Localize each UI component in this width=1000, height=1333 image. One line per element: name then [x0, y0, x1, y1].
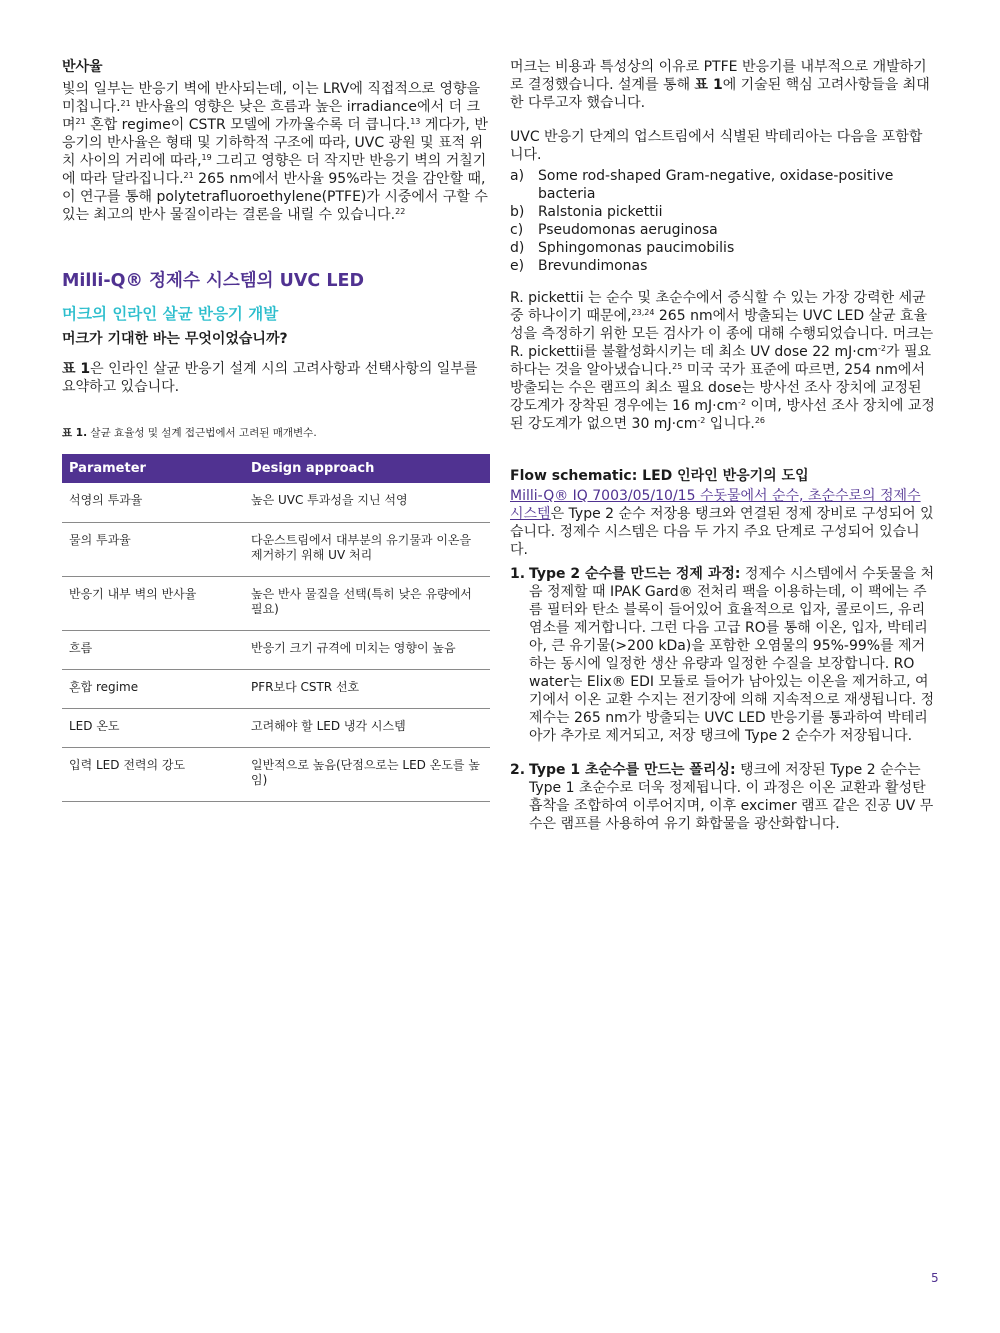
list-item: a) Some rod-shaped Gram-negative, oxidase-positive bacteria — [510, 168, 894, 202]
list-item: 1. Type 2 순수를 만드는 정제 과정: 정제수 시스템에서 수돗물을 처음 정제할 때 IPAK Gard® 전처리 팩을 이용하는데, 이 팩에는 주름 필터와 탄소 블록이 들어있어 효율적으로 입자, 콜로이드, 유리 염소를 제거합니다. 그런 다음 고급 RO를 통해 이온, 입자, 박테리아, 큰 유기물(>200 kDa)을 포함한 오염물의 95%-99%를 제거하는 동시에 일정한 생산 유량과 일정한 수질을 보장합니다. RO water는 Elix® EDI 모듈로 들어가 남아있는 이온을 제거하고, 여기에서 이온 교환 수지는 전기장에 의해 지속적으로 재생됩니다. 정제수는 265 nm가 방출되는 UVC LED 반응기를 통과하여 박테리아가 추가로 제거되고, 저장 탱크에 Type 2 순수가 저장됩니다. — [510, 566, 935, 744]
table-cell: 높은 반사 물질을 선택(특히 낮은 유량에서 필요) — [244, 576, 490, 630]
list-item: b) Ralstonia pickettii — [510, 204, 663, 220]
ptfe-paragraph: 머크는 비용과 특성상의 이유로 PTFE 반응기를 내부적으로 개발하기로 결정했습니다. 설계를 통해 표 1에 기술된 핵심 고려사항들을 최대한 다루고자 했습니다. — [510, 59, 930, 111]
header-design-approach: Design approach — [244, 454, 490, 483]
list-item: d) Sphingomonas paucimobilis — [510, 240, 735, 256]
section-title: Milli-Q® 정제수 시스템의 UVC LED — [62, 271, 364, 291]
parameters-table — [62, 454, 490, 802]
list-item: c) Pseudomonas aeruginosa — [510, 222, 718, 238]
milli-q-system-link[interactable]: Milli-Q® IQ 7003/05/10/15 수돗물에서 순수, 초순수로의 정제수 시스템 — [510, 488, 921, 522]
table-row — [62, 708, 490, 747]
question-heading: 머크가 기대한 바는 무엇이었습니까? — [62, 331, 288, 347]
table-header-row — [62, 454, 490, 483]
subsection-title: 머크의 인라인 살균 반응기 개발 — [62, 305, 279, 323]
purification-steps — [510, 565, 935, 833]
table-intro-paragraph: 표 1은 인라인 살균 반응기 설계 시의 고려사항과 선택사항의 일부를 요약하고 있습니다. — [62, 361, 478, 395]
left-column — [62, 58, 490, 802]
table-cell: 혼합 regime — [62, 669, 244, 708]
table-cell: 높은 UVC 투과성을 지닌 석영 — [244, 483, 490, 522]
table-row — [62, 747, 490, 801]
right-column — [510, 58, 935, 833]
table-cell: 물의 투과율 — [62, 522, 244, 576]
bacteria-list — [510, 167, 935, 275]
table-cell: 다운스트림에서 대부분의 유기물과 이온을 제거하기 위해 UV 처리 — [244, 522, 490, 576]
table-row — [62, 630, 490, 669]
list-item: e) Brevundimonas — [510, 258, 648, 274]
flow-schematic-heading: Flow schematic: LED 인라인 반응기의 도입 — [510, 468, 809, 484]
table-row — [62, 576, 490, 630]
table-row — [62, 669, 490, 708]
table-cell: 반응기 크기 규격에 미치는 영향이 높음 — [244, 630, 490, 669]
table-row — [62, 522, 490, 576]
table-cell: 일반적으로 높음(단점으로는 LED 온도를 높임) — [244, 747, 490, 801]
table-row — [62, 483, 490, 522]
reflectance-paragraph: 빛의 일부는 반응기 벽에 반사되는데, 이는 LRV에 직접적으로 영향을 미칩니다.$^{21}$ 반사율의 영향은 낮은 흐름과 높은 irradiance에서 더 크며$^{21}$ 혼합 regime이 CSTR 모델에 가까울수록 더 큽니다.$^{13}$ 게다가, 반응기의 반사율은 형태 및 기하학적 구조에 따라, UVC 광원 및 표적 위치 사이의 거리에 따라,$^{19}$ 그리고 영향은 더 작지만 반응기 벽의 거칠기에 따라 달라집니다.$^{21}$ 265 nm에서 반사율 95%라는 것을 감안할 때, 이 연구를 통해 polytetrafluoroethylene(PTFE)가 시중에서 구할 수 있는 최고의 반사 물질이라는 결론을 내릴 수 있습니다.$^{22}$ — [62, 81, 488, 223]
table-cell: 흐름 — [62, 630, 244, 669]
list-item: 2. Type 1 초순수를 만드는 폴리싱: 탱크에 저장된 Type 2 순수는 Type 1 초순수로 더욱 정제됩니다. 이 과정은 이온 교환과 활성탄 흡착을 조합하여 이루어지며, 이후 excimer 램프 같은 진공 UV 무수은 램프를 사용하여 유기 화합물을 광산화합니다. — [510, 762, 934, 832]
table-cell: PFR보다 CSTR 선호 — [244, 669, 490, 708]
page-number: 5 — [931, 1271, 939, 1285]
table-cell: LED 온도 — [62, 708, 244, 747]
system-intro-paragraph: Milli-Q® IQ 7003/05/10/15 수돗물에서 순수, 초순수로의 정제수 시스템은 Type 2 순수 저장용 탱크와 연결된 정제 장비로 구성되어 있습니다. 정제수 시스템은 다음 두 가지 주요 단계로 구성되어 있습니다. — [510, 488, 934, 558]
pickettii-paragraph: R. pickettii 는 순수 및 초순수에서 증식할 수 있는 가장 강력한 세균 중 하나이기 때문에,$^{23,24}$ 265 nm에서 방출되는 UVC LED 살균 효율성을 측정하기 위한 모든 검사가 이 종에 대해 수행되었습니다. 머크는 R. pickettii를 불활성화시키는 데 최소 UV dose 22 $mJ\cdot cm^{-2}$가 필요하다는 것을 알아냈습니다.$^{25}$ 미국 국가 표준에 따르면, 254 nm에서 방출되는 수은 램프의 최소 필요 dose는 방사선 조사 장치에 교정된 강도계가 장착된 경우에는 16 $mJ\cdot cm^{-2}$ 이며, 방사선 조사 장치에 교정된 강도계가 없으면 30 $mJ\cdot cm^{-2}$ 입니다.$^{26}$ — [510, 290, 935, 432]
table-cell: 반응기 내부 벽의 반사율 — [62, 576, 244, 630]
reflectance-heading: 반사율 — [62, 59, 103, 75]
table-cell: 석영의 투과율 — [62, 483, 244, 522]
header-parameter: Parameter — [62, 454, 244, 483]
table-cell: 입력 LED 전력의 강도 — [62, 747, 244, 801]
bacteria-intro-paragraph: UVC 반응기 단계의 업스트림에서 식별된 박테리아는 다음을 포함합니다. — [510, 129, 923, 163]
table-caption: 표 1. 살균 효율성 및 설계 접근법에서 고려된 매개변수. — [62, 427, 317, 439]
table-cell: 고려해야 할 LED 냉각 시스템 — [244, 708, 490, 747]
